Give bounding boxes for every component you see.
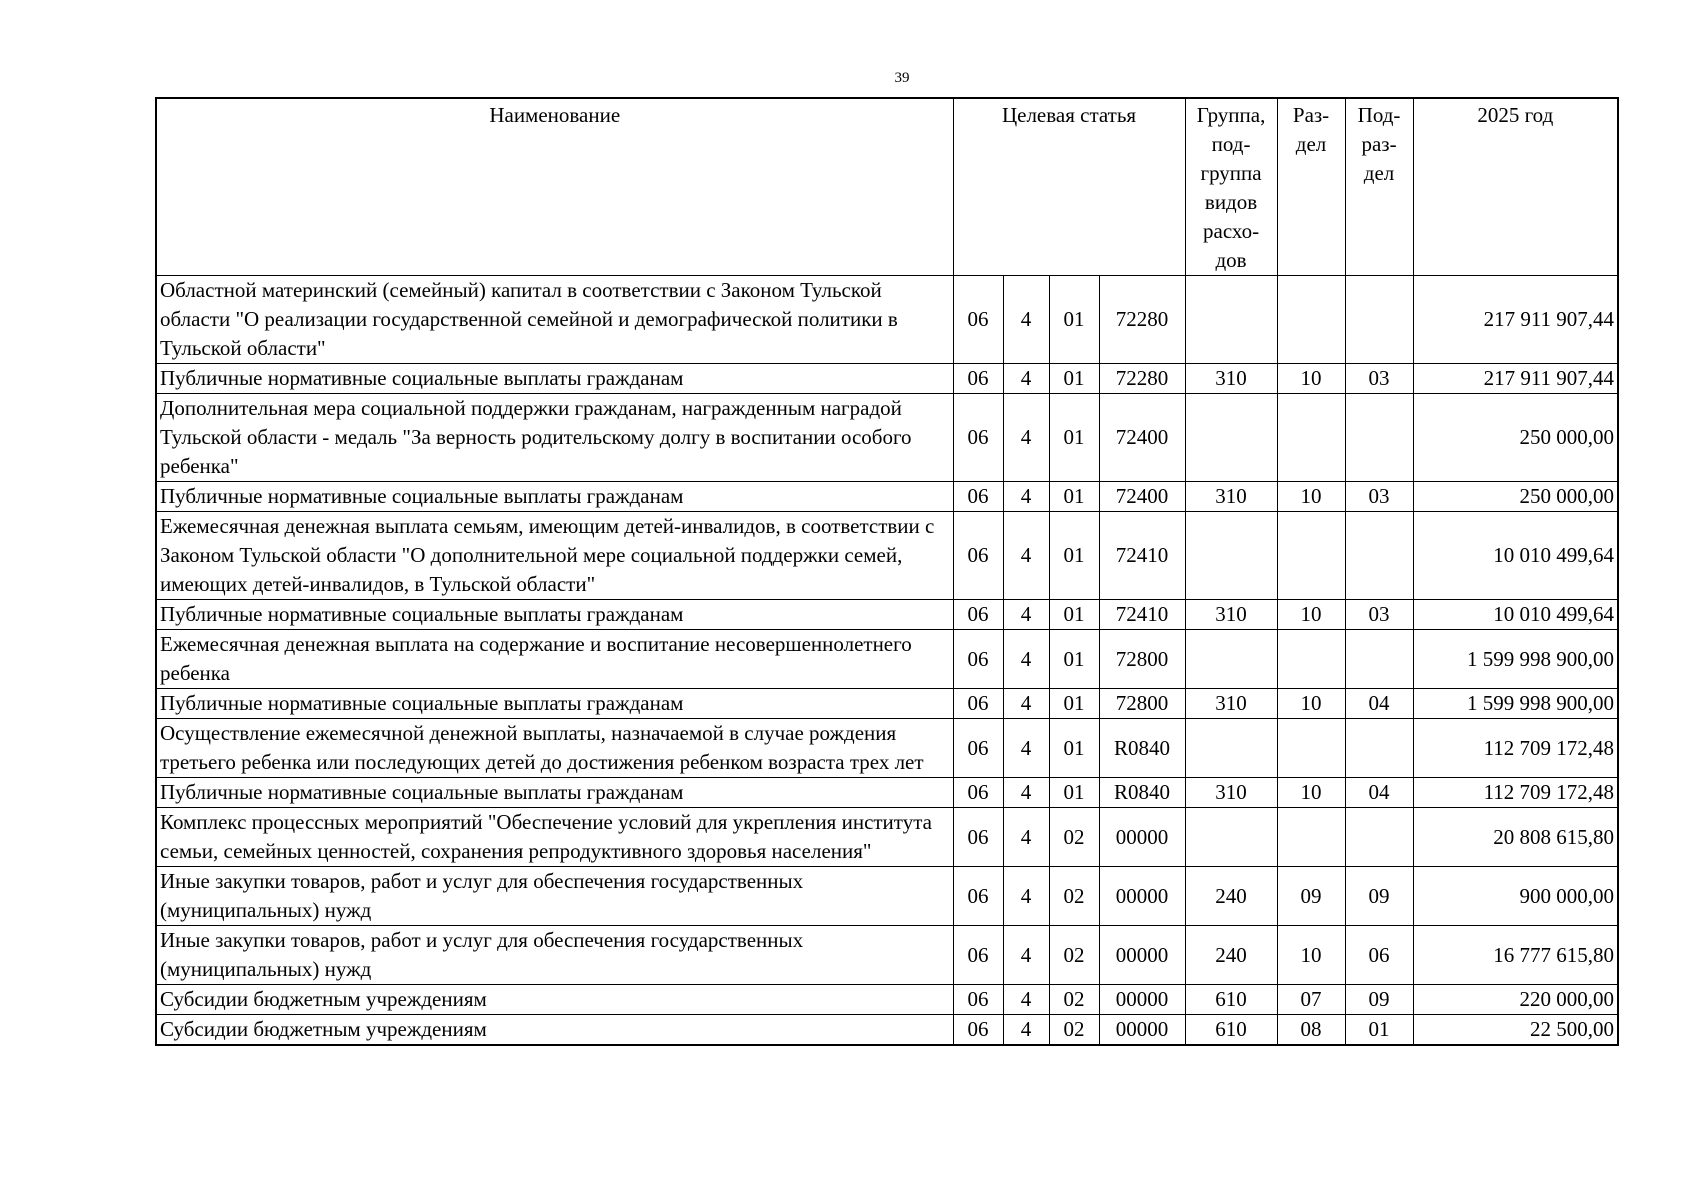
cell-amount: 20 808 615,80: [1413, 808, 1618, 867]
cell-target-code-4: 72280: [1099, 276, 1185, 364]
cell-name: Иные закупки товаров, работ и услуг для обеспечения государственных (муниципальных) нужд: [156, 867, 953, 926]
table-row: [156, 512, 1618, 600]
cell-target-code-2: 4: [1003, 482, 1049, 512]
cell-subsection: 04: [1345, 778, 1413, 808]
cell-target-code-3: 02: [1049, 808, 1099, 867]
cell-target-code-4: 72800: [1099, 630, 1185, 689]
cell-section: [1277, 276, 1345, 364]
table-row: [156, 808, 1618, 867]
cell-target-code-3: 01: [1049, 630, 1099, 689]
cell-expense-group: [1185, 276, 1277, 364]
cell-target-code-3: 01: [1049, 600, 1099, 630]
cell-section: [1277, 808, 1345, 867]
cell-expense-group: 240: [1185, 926, 1277, 985]
cell-target-code-4: 00000: [1099, 926, 1185, 985]
cell-target-code-4: 72280: [1099, 364, 1185, 394]
cell-name: Областной материнский (семейный) капитал в соответствии с Законом Тульской области "О реализации государственной семейной и демографической политики в Тульской области": [156, 276, 953, 364]
cell-target-code-2: 4: [1003, 276, 1049, 364]
cell-subsection: 03: [1345, 600, 1413, 630]
header-expense-group: Группа, под-группа видов расхо-дов: [1185, 98, 1277, 276]
table-row: [156, 1015, 1618, 1046]
cell-name: Публичные нормативные социальные выплаты гражданам: [156, 482, 953, 512]
page-number: 39: [894, 70, 910, 86]
cell-target-code-2: 4: [1003, 985, 1049, 1015]
cell-section: 10: [1277, 778, 1345, 808]
cell-target-code-1: 06: [953, 867, 1003, 926]
cell-target-code-3: 01: [1049, 512, 1099, 600]
cell-target-code-1: 06: [953, 364, 1003, 394]
cell-target-code-2: 4: [1003, 689, 1049, 719]
table-row: [156, 394, 1618, 482]
cell-expense-group: [1185, 512, 1277, 600]
cell-target-code-3: 01: [1049, 276, 1099, 364]
cell-expense-group: [1185, 719, 1277, 778]
cell-amount: 1 599 998 900,00: [1413, 630, 1618, 689]
cell-name: Публичные нормативные социальные выплаты гражданам: [156, 689, 953, 719]
cell-name: Осуществление ежемесячной денежной выплаты, назначаемой в случае рождения третьего ребенка или последующих детей до достижения ребенком возраста трех лет: [156, 719, 953, 778]
cell-section: [1277, 630, 1345, 689]
cell-amount: 1 599 998 900,00: [1413, 689, 1618, 719]
cell-target-code-3: 01: [1049, 778, 1099, 808]
cell-name: Ежемесячная денежная выплата на содержание и воспитание несовершеннолетнего ребенка: [156, 630, 953, 689]
cell-target-code-1: 06: [953, 689, 1003, 719]
header-subsection: Под-раз-дел: [1345, 98, 1413, 276]
cell-expense-group: 310: [1185, 689, 1277, 719]
cell-amount: 16 777 615,80: [1413, 926, 1618, 985]
cell-target-code-2: 4: [1003, 719, 1049, 778]
cell-name: Дополнительная мера социальной поддержки гражданам, награжденным наградой Тульской области - медаль "За верность родительскому долгу в воспитании особого ребенка": [156, 394, 953, 482]
cell-section: 07: [1277, 985, 1345, 1015]
cell-section: 08: [1277, 1015, 1345, 1046]
cell-target-code-4: 72410: [1099, 512, 1185, 600]
cell-target-code-2: 4: [1003, 778, 1049, 808]
cell-amount: 10 010 499,64: [1413, 600, 1618, 630]
cell-amount: 220 000,00: [1413, 985, 1618, 1015]
cell-expense-group: 310: [1185, 600, 1277, 630]
cell-target-code-3: 01: [1049, 364, 1099, 394]
cell-target-code-4: 00000: [1099, 985, 1185, 1015]
cell-target-code-2: 4: [1003, 512, 1049, 600]
cell-target-code-4: 72400: [1099, 394, 1185, 482]
cell-amount: 22 500,00: [1413, 1015, 1618, 1046]
table-row: [156, 600, 1618, 630]
cell-target-code-2: 4: [1003, 394, 1049, 482]
cell-amount: 250 000,00: [1413, 394, 1618, 482]
cell-target-code-3: 02: [1049, 926, 1099, 985]
table-row: [156, 867, 1618, 926]
cell-target-code-1: 06: [953, 600, 1003, 630]
cell-target-code-2: 4: [1003, 926, 1049, 985]
cell-expense-group: [1185, 394, 1277, 482]
cell-section: [1277, 512, 1345, 600]
cell-section: 10: [1277, 689, 1345, 719]
cell-section: 09: [1277, 867, 1345, 926]
cell-subsection: 04: [1345, 689, 1413, 719]
cell-target-code-4: 72410: [1099, 600, 1185, 630]
cell-section: 10: [1277, 364, 1345, 394]
cell-target-code-1: 06: [953, 926, 1003, 985]
cell-target-code-4: 72400: [1099, 482, 1185, 512]
cell-name: Субсидии бюджетным учреждениям: [156, 1015, 953, 1046]
cell-section: [1277, 394, 1345, 482]
table-row: [156, 482, 1618, 512]
cell-target-code-3: 02: [1049, 1015, 1099, 1046]
table-row: [156, 778, 1618, 808]
cell-section: [1277, 719, 1345, 778]
cell-target-code-1: 06: [953, 512, 1003, 600]
cell-subsection: 01: [1345, 1015, 1413, 1046]
cell-target-code-2: 4: [1003, 600, 1049, 630]
cell-expense-group: 310: [1185, 482, 1277, 512]
cell-target-code-2: 4: [1003, 1015, 1049, 1046]
cell-expense-group: 610: [1185, 985, 1277, 1015]
cell-target-code-2: 4: [1003, 808, 1049, 867]
cell-expense-group: 310: [1185, 778, 1277, 808]
cell-amount: 217 911 907,44: [1413, 276, 1618, 364]
cell-target-code-1: 06: [953, 1015, 1003, 1046]
cell-subsection: [1345, 719, 1413, 778]
cell-target-code-2: 4: [1003, 630, 1049, 689]
cell-subsection: 03: [1345, 482, 1413, 512]
cell-subsection: [1345, 630, 1413, 689]
cell-name: Публичные нормативные социальные выплаты гражданам: [156, 600, 953, 630]
cell-target-code-1: 06: [953, 808, 1003, 867]
table-row: [156, 719, 1618, 778]
cell-target-code-4: 00000: [1099, 867, 1185, 926]
cell-expense-group: [1185, 808, 1277, 867]
cell-section: 10: [1277, 926, 1345, 985]
header-year: 2025 год: [1413, 98, 1618, 276]
header-name: Наименование: [156, 98, 953, 276]
cell-target-code-3: 01: [1049, 482, 1099, 512]
cell-target-code-3: 01: [1049, 719, 1099, 778]
cell-target-code-3: 02: [1049, 867, 1099, 926]
cell-name: Иные закупки товаров, работ и услуг для обеспечения государственных (муниципальных) нужд: [156, 926, 953, 985]
cell-target-code-4: 72800: [1099, 689, 1185, 719]
header-target-article: Целевая статья: [953, 98, 1185, 276]
cell-expense-group: [1185, 630, 1277, 689]
table-row: [156, 926, 1618, 985]
cell-name: Ежемесячная денежная выплата семьям, имеющим детей-инвалидов, в соответствии с Законом Тульской области "О дополнительной мере социальной поддержки семей, имеющих детей-инвалидов, в Тульской области": [156, 512, 953, 600]
cell-expense-group: 610: [1185, 1015, 1277, 1046]
cell-target-code-1: 06: [953, 778, 1003, 808]
cell-target-code-1: 06: [953, 276, 1003, 364]
header-section: Раз-дел: [1277, 98, 1345, 276]
cell-subsection: [1345, 512, 1413, 600]
cell-subsection: [1345, 394, 1413, 482]
cell-target-code-1: 06: [953, 719, 1003, 778]
cell-target-code-4: R0840: [1099, 778, 1185, 808]
cell-expense-group: 240: [1185, 867, 1277, 926]
table-row: [156, 364, 1618, 394]
table-header-row: [156, 98, 1618, 276]
cell-subsection: [1345, 276, 1413, 364]
cell-target-code-3: 01: [1049, 689, 1099, 719]
cell-name: Комплекс процессных мероприятий "Обеспечение условий для укрепления института семьи, семейных ценностей, сохранения репродуктивного здоровья населения": [156, 808, 953, 867]
cell-subsection: [1345, 808, 1413, 867]
table-row: [156, 630, 1618, 689]
cell-target-code-4: 00000: [1099, 808, 1185, 867]
cell-target-code-4: R0840: [1099, 719, 1185, 778]
cell-amount: 217 911 907,44: [1413, 364, 1618, 394]
cell-subsection: 03: [1345, 364, 1413, 394]
cell-target-code-2: 4: [1003, 867, 1049, 926]
table-row: [156, 689, 1618, 719]
cell-target-code-1: 06: [953, 985, 1003, 1015]
budget-table: [155, 97, 1619, 1046]
cell-subsection: 09: [1345, 985, 1413, 1015]
cell-target-code-1: 06: [953, 482, 1003, 512]
cell-amount: 112 709 172,48: [1413, 778, 1618, 808]
cell-amount: 10 010 499,64: [1413, 512, 1618, 600]
cell-target-code-1: 06: [953, 630, 1003, 689]
cell-expense-group: 310: [1185, 364, 1277, 394]
table-row: [156, 276, 1618, 364]
cell-amount: 112 709 172,48: [1413, 719, 1618, 778]
cell-subsection: 09: [1345, 867, 1413, 926]
cell-target-code-3: 02: [1049, 985, 1099, 1015]
cell-name: Субсидии бюджетным учреждениям: [156, 985, 953, 1015]
cell-amount: 900 000,00: [1413, 867, 1618, 926]
cell-target-code-1: 06: [953, 394, 1003, 482]
cell-section: 10: [1277, 600, 1345, 630]
table-body: [156, 276, 1618, 1046]
cell-target-code-3: 01: [1049, 394, 1099, 482]
cell-section: 10: [1277, 482, 1345, 512]
table-row: [156, 985, 1618, 1015]
cell-name: Публичные нормативные социальные выплаты гражданам: [156, 778, 953, 808]
cell-target-code-2: 4: [1003, 364, 1049, 394]
cell-target-code-4: 00000: [1099, 1015, 1185, 1046]
cell-name: Публичные нормативные социальные выплаты гражданам: [156, 364, 953, 394]
cell-subsection: 06: [1345, 926, 1413, 985]
cell-amount: 250 000,00: [1413, 482, 1618, 512]
